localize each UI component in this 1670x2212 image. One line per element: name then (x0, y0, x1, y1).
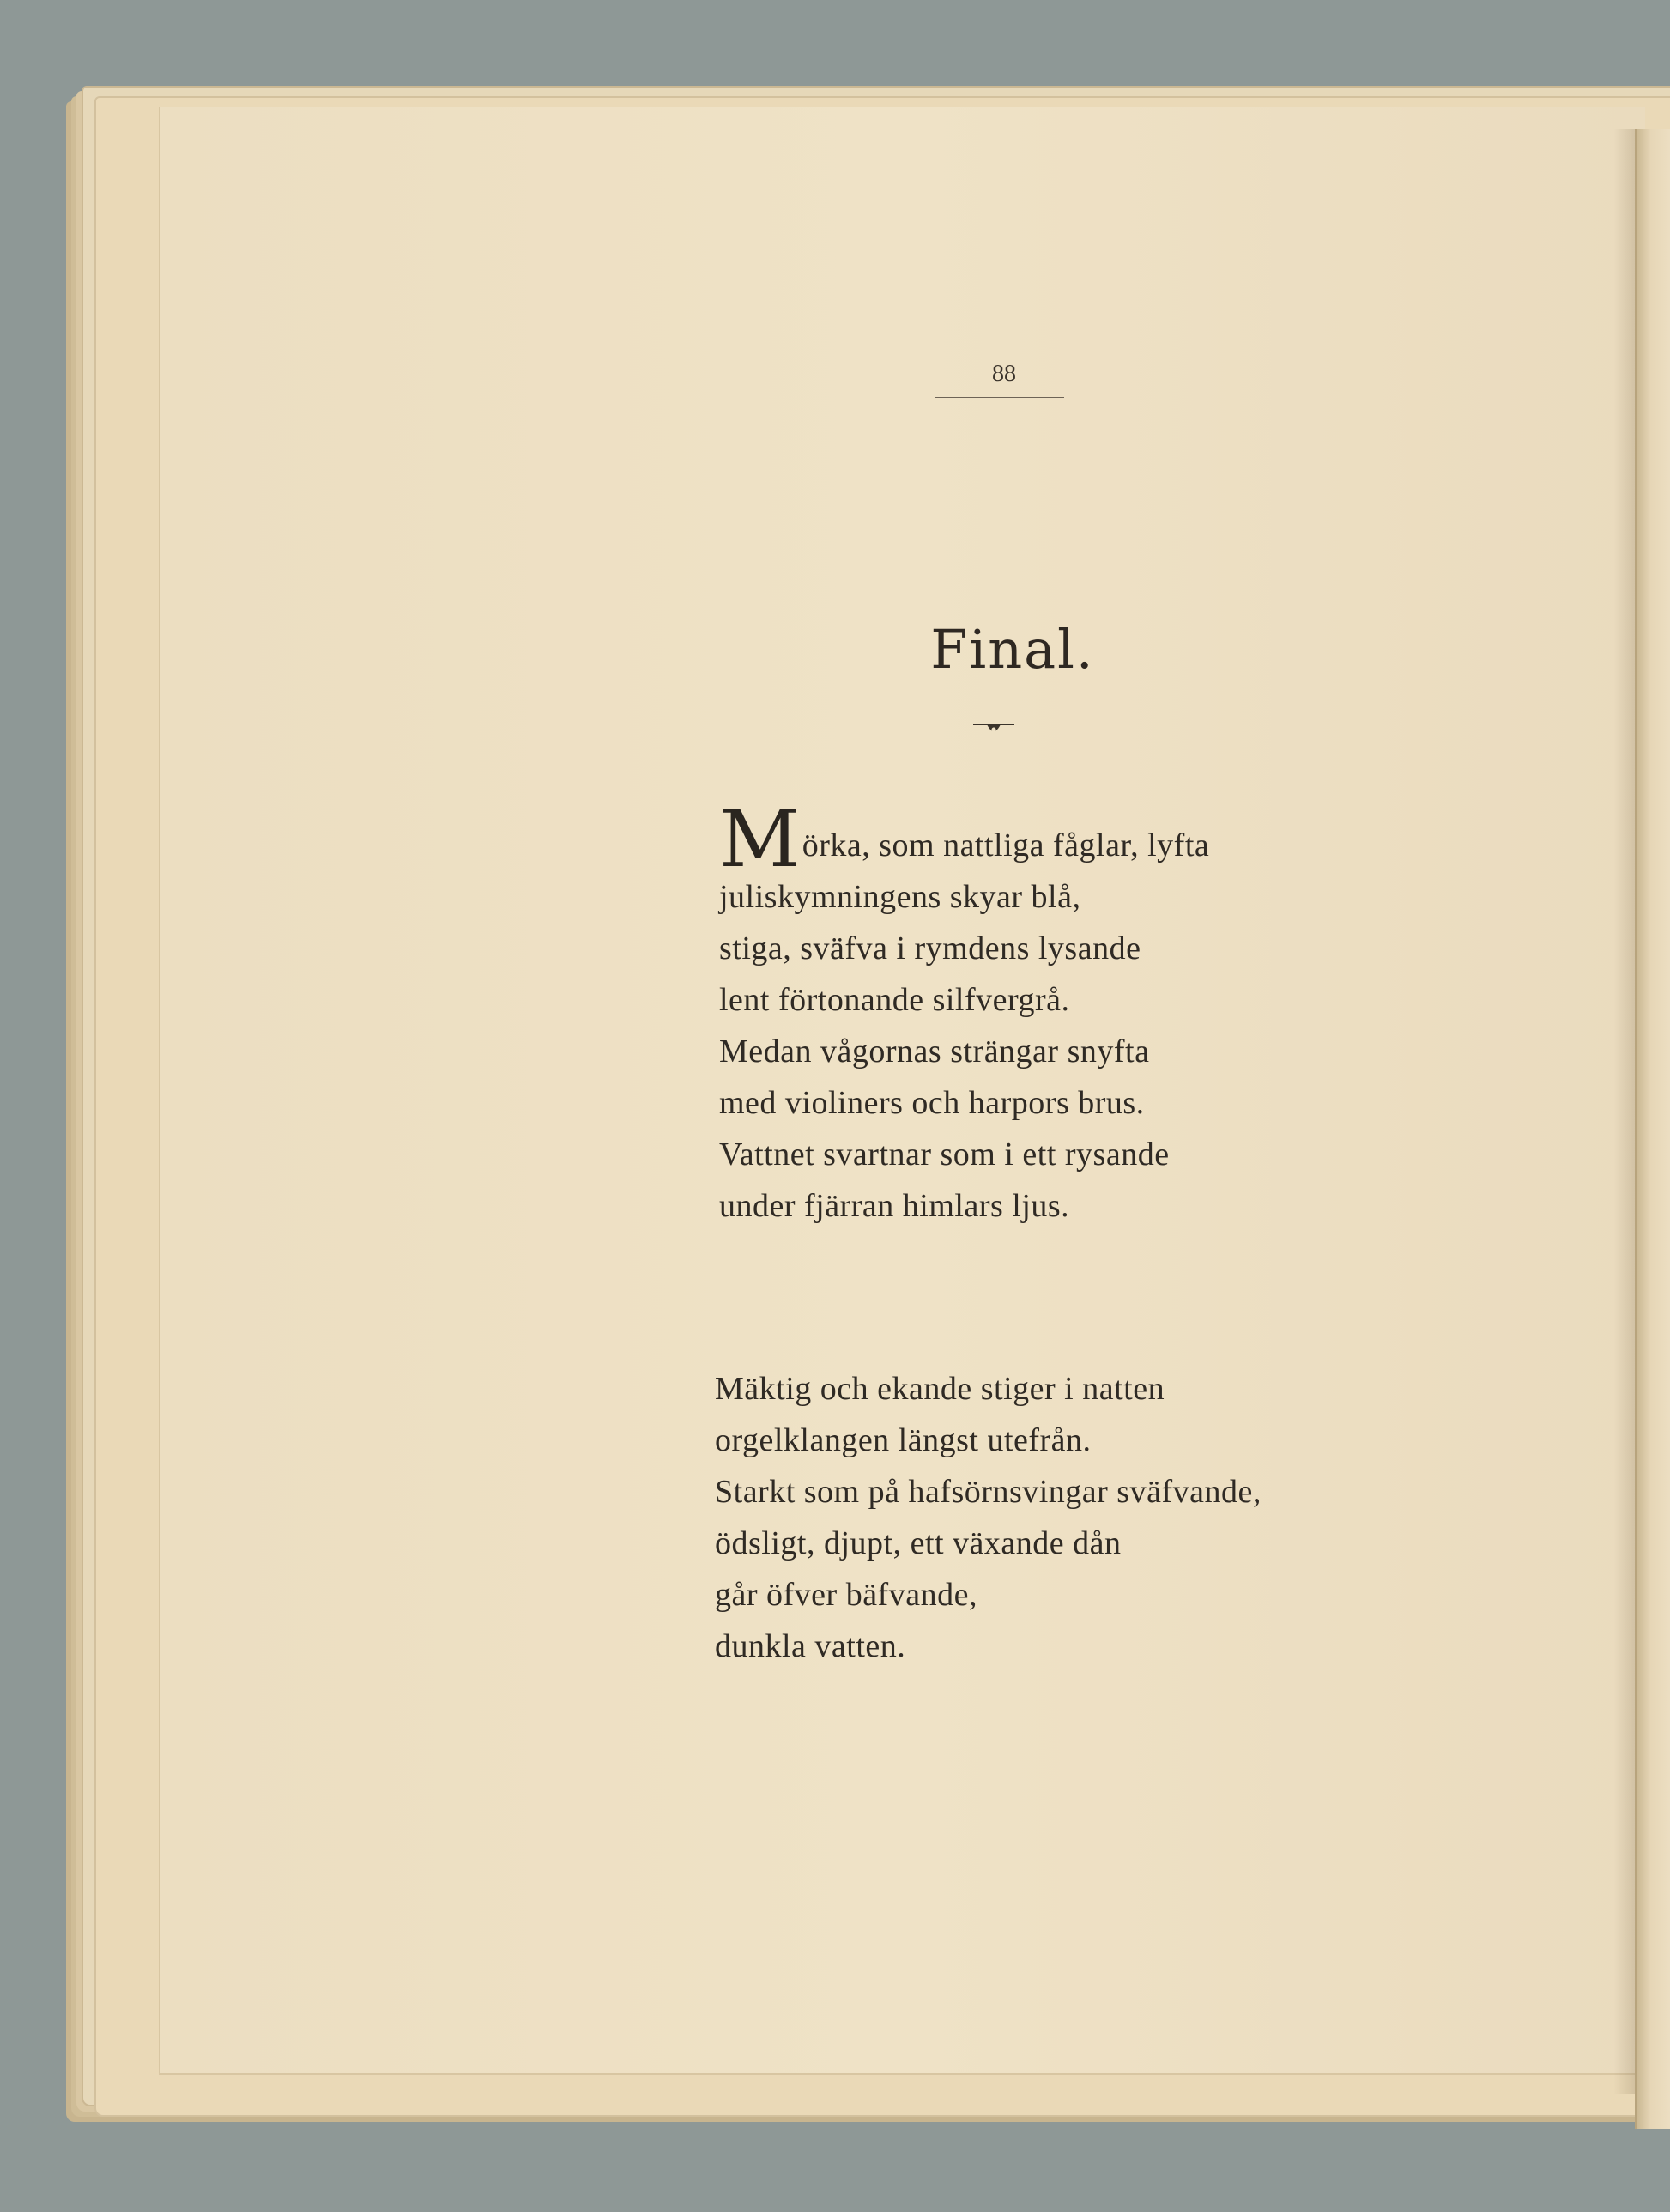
facing-page-edge (1635, 129, 1670, 2129)
stanza-1-line-2: juliskymningens skyar blå, (719, 879, 1081, 915)
stanza-2-line-3: Starkt som på hafsörnsvingar sväfvande, (715, 1474, 1262, 1510)
stanza-2 (715, 1363, 1262, 1672)
stanza-1-line-5: Medan vågornas strängar snyfta (719, 1033, 1150, 1070)
stanza-1-line-6: med violiners och harpors brus. (719, 1085, 1145, 1121)
stanza-2-line-4: ödsligt, djupt, ett växande dån (715, 1525, 1122, 1561)
stanza-2-line-5: går öfver bäfvande, (715, 1577, 977, 1613)
stanza-1-line-7: Vattnet svartnar som i ett rysande (719, 1136, 1170, 1173)
stanza-2-line-6: dunkla vatten. (715, 1628, 906, 1664)
poem-title: Final. (930, 618, 1095, 681)
stanza-2-line-1: Mäktig och ekande stiger i natten (715, 1371, 1165, 1407)
stanza-1-line-4: lent förtonande silfvergrå. (719, 982, 1070, 1018)
stanza-1 (719, 793, 1210, 1232)
page-number-rule (935, 397, 1064, 398)
stanza-1-line-3: stiga, sväfva i rymdens lysande (719, 930, 1141, 967)
drop-cap: M (719, 793, 801, 885)
stanza-2-line-2: orgelklangen längst utefrån. (715, 1422, 1092, 1458)
page-number: 88 (992, 361, 1016, 387)
stanza-1-line-8: under fjärran himlars ljus. (719, 1188, 1070, 1224)
stanza-1-line-1: Mörka, som nattliga fåglar, lyfta (719, 793, 1210, 885)
ornament-icon (968, 719, 1020, 740)
